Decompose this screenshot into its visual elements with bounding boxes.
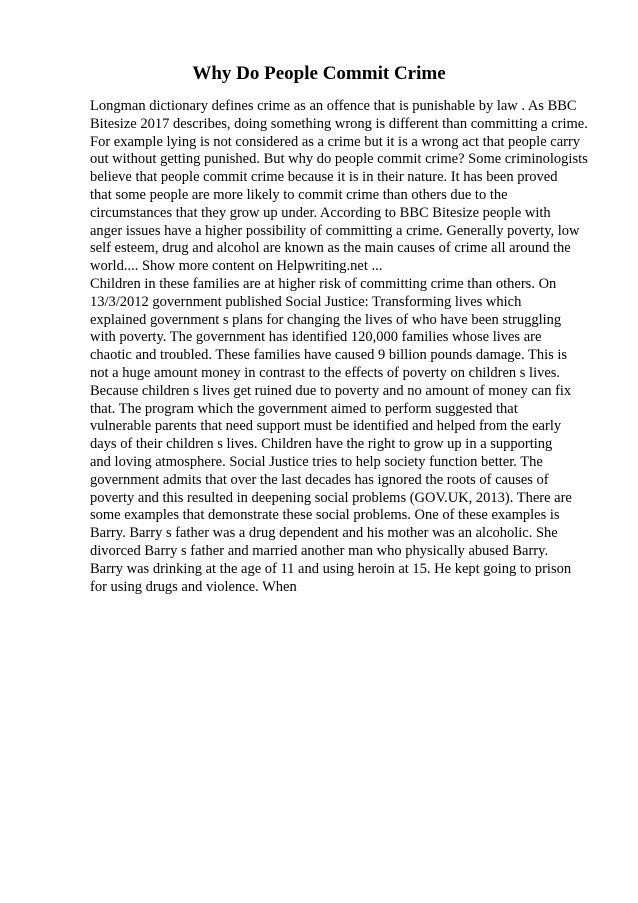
body-line: with poverty. The government has identified 120,000 families whose lives are (90, 329, 542, 346)
body-line: Barry was drinking at the age of 11 and using heroin at 15. He kept going to prison (90, 560, 572, 577)
body-line: Barry. Barry s father was a drug dependent and his mother was an alcoholic. She (90, 525, 558, 542)
body-line: divorced Barry s father and married another man who physically abused Barry. (90, 542, 549, 559)
document-body (90, 98, 600, 596)
body-line: world.... Show more content on Helpwriting.net ... (90, 258, 383, 275)
body-line: Because children s lives get ruined due to poverty and no amount of money can fix (90, 382, 572, 399)
body-line: believe that people commit crime because it is in their nature. It has been proved (90, 169, 558, 186)
body-line: that. The program which the government aimed to perform suggested that (90, 400, 518, 417)
body-line: Children in these families are at higher risk of committing crime than others. On (90, 275, 557, 292)
body-line: anger issues have a higher possibility of committing a crime. Generally poverty, low (90, 222, 580, 239)
body-line: for using drugs and violence. When (90, 578, 297, 595)
body-line: and loving atmosphere. Social Justice tries to help society function better. The (90, 453, 543, 470)
body-line: circumstances that they grow up under. According to BBC Bitesize people with (90, 204, 551, 221)
body-line: poverty and this resulted in deepening social problems (GOV.UK, 2013). There are (90, 489, 572, 506)
body-line: Bitesize 2017 describes, doing something wrong is different than committing a crime. (90, 115, 588, 132)
body-line: 13/3/2012 government published Social Justice: Transforming lives which (90, 293, 522, 310)
document-title: Why Do People Commit Crime (192, 63, 446, 84)
body-line: days of their children s lives. Children have the right to grow up in a supporting (90, 436, 553, 453)
body-line: For example lying is not considered as a crime but it is a wrong act that people carry (90, 133, 581, 150)
body-line: chaotic and troubled. These families have caused 9 billion pounds damage. This is (90, 347, 568, 364)
body-line: out without getting punished. But why do people commit crime? Some criminologists (90, 151, 588, 168)
body-line: Longman dictionary defines crime as an offence that is punishable by law . As BBC (90, 98, 577, 114)
body-line: that some people are more likely to commit crime than others due to the (90, 186, 508, 203)
body-line: self esteem, drug and alcohol are known as the main causes of crime all around the (90, 240, 571, 257)
body-line: government admits that over the last decades has ignored the roots of causes of (90, 471, 549, 488)
body-line: not a huge amount money in contrast to the effects of poverty on children s lives. (90, 364, 561, 381)
body-line: some examples that demonstrate these social problems. One of these examples is (90, 507, 560, 524)
body-line: vulnerable parents that need support must be identified and helped from the early (90, 418, 562, 435)
body-line: explained government s plans for changing the lives of who have been struggling (90, 311, 562, 328)
